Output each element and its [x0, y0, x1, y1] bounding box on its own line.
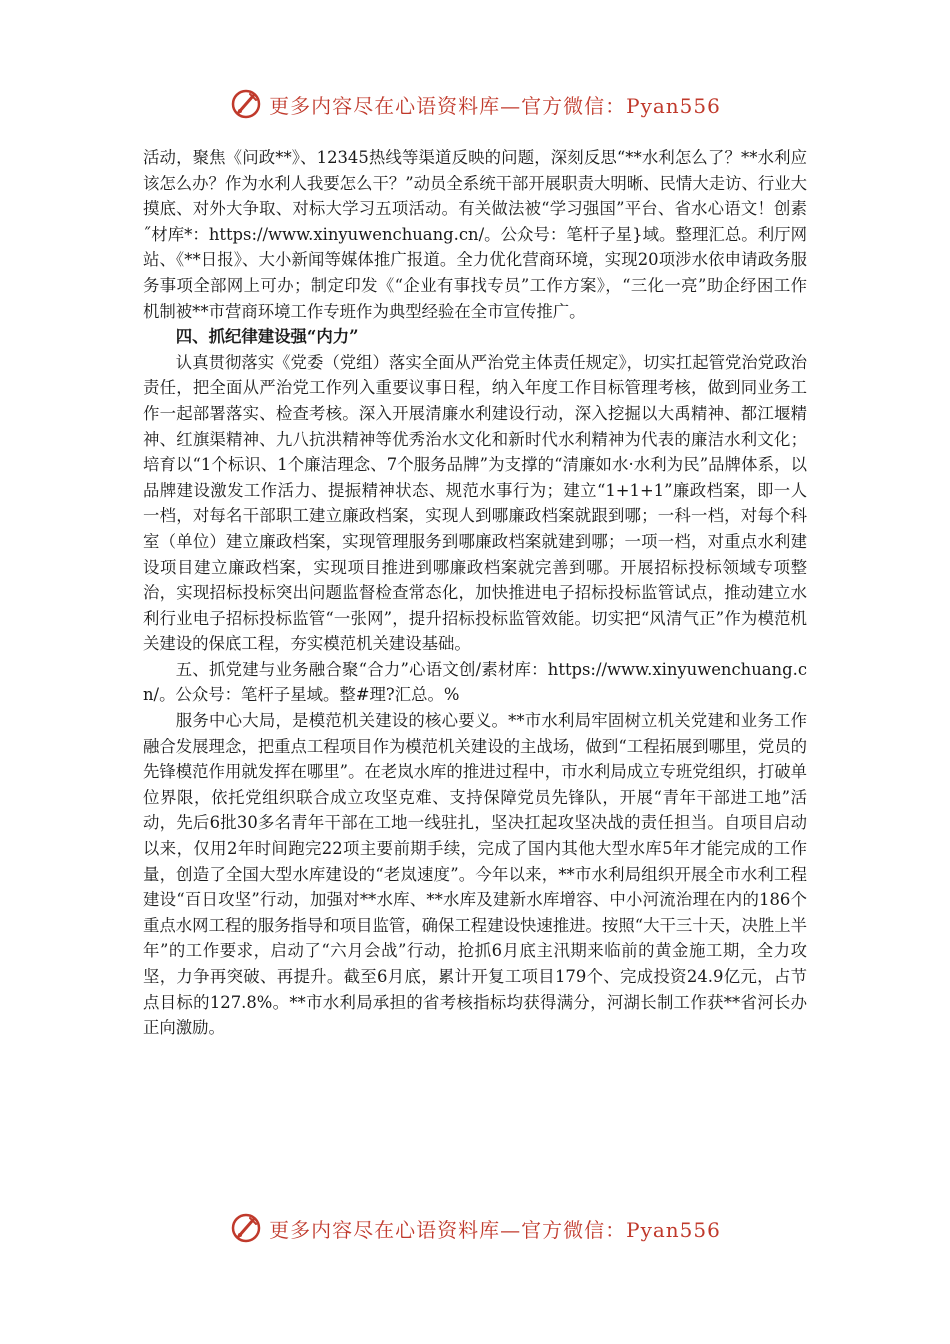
footer-banner: [0, 1208, 950, 1248]
banner-text: 更多内容尽在心语资料库—官方微信：Pyan556: [269, 93, 721, 118]
pen-logo-icon: [229, 1211, 263, 1245]
paragraph-continued: 活动，聚焦《问政**》、12345热线等渠道反映的问题，深刻反思“**水利怎么了？**水利应该怎么办？作为水利人我要怎么干？”动员全系统干部开展职责大明晰、民情大走访、行业大摸底、对外大争取、对标大学习五项活动。有关做法被“学习强国”平台、省水心语文！创素˝材库*：https://www.xinyuwenchuang.cn/。公众号：笔杆子星}域。整理汇总。利厅网站、《**日报》、大小新闻等媒体推广报道。全力优化营商环境，实现20项涉水依申请政务服务事项全部网上可办；制定印发《“企业有事找专员”工作方案》，“三化一亮”助企纾困工作机制被**市营商环境工作专班作为典型经验在全市宣传推广。: [143, 148, 808, 321]
paragraph-integration: 服务中心大局，是模范机关建设的核心要义。**市水利局牢固树立机关党建和业务工作融合发展理念，把重点工程项目作为模范机关建设的主战场，做到“工程拓展到哪里，党员的先锋模范作用就发挥在哪里”。在老岚水库的推进过程中，市水利局成立专班党组织，打破单位界限，依托党组织联合成立攻坚克难、支持保障党员先锋队，开展“青年干部进工地”活动，先后6批30多名青年干部在工地一线驻扎，坚决扛起攻坚决战的责任担当。自项目启动以来，仅用2年时间跑完22项主要前期手续，完成了国内其他大型水库5年才能完成的工作量，创造了全国大型水库建设的“老岚速度”。今年以来，**市水利局组织开展全市水利工程建设“百日攻坚”行动，加强对**水库、**水库及建新水库增容、中小河流治理在内的186个重点水网工程的服务指导和项目监管，确保工程建设快速推进。按照“大干三十天，决胜上半年”的工作要求，启动了“六月会战”行动，抢抓6月底主汛期来临前的黄金施工期，全力攻坚，力争再突破、再提升。截至6月底，累计开复工项目179个、完成投资24.9亿元，占节点目标的127.8%。**市水利局承担的省考核指标均获得满分，河湖长制工作获**省河长办正向激励。: [143, 711, 808, 1038]
pen-logo-icon: [229, 87, 263, 121]
paragraph-discipline: 认真贯彻落实《党委（党组）落实全面从严治党主体责任规定》，切实扛起管党治党政治责任，把全面从严治党工作列入重要议事日程，纳入年度工作目标管理考核，做到同业务工作一起部署落实、检查考核。深入开展清廉水利建设行动，深入挖掘以大禹精神、都江堰精神、红旗渠精神、九八抗洪精神等优秀治水文化和新时代水利精神为代表的廉洁水利文化；培育以“1个标识、1个廉洁理念、7个服务品牌”为支撑的“清廉如水·水利为民”品牌体系，以品牌建设激发工作活力、提振精神状态、规范水事行为；建立“1+1+1”廉政档案，即一人一档，对每名干部职工建立廉政档案，实现人到哪廉政档案就跟到哪；一科一档，对每个科室（单位）建立廉政档案，实现管理服务到哪廉政档案就建到哪；一项一档，对重点水利建设项目建立廉政档案，实现项目推进到哪廉政档案就完善到哪。开展招标投标领域专项整治，实现招标投标突出问题监督检查常态化，加快推进电子招标投标监管试点，推动建立水利行业电子招标投标监管“一张网”，提升招标投标监管效能。切实把“风清气正”作为模范机关建设的保底工程，夯实模范机关建设基础。: [143, 352, 807, 654]
section-heading-4: 四、抓纪律建设强“内力”: [175, 327, 359, 347]
section-heading-5: 五、抓党建与业务融合聚“合力”心语文创/素材库：https://www.xinyuwenchuang.cn/。公众号：笔杆子星域。整#理?汇总。%: [143, 659, 807, 705]
header-banner: [0, 84, 950, 124]
document-body: [143, 145, 807, 1041]
banner-text: 更多内容尽在心语资料库—官方微信：Pyan556: [269, 1217, 721, 1242]
